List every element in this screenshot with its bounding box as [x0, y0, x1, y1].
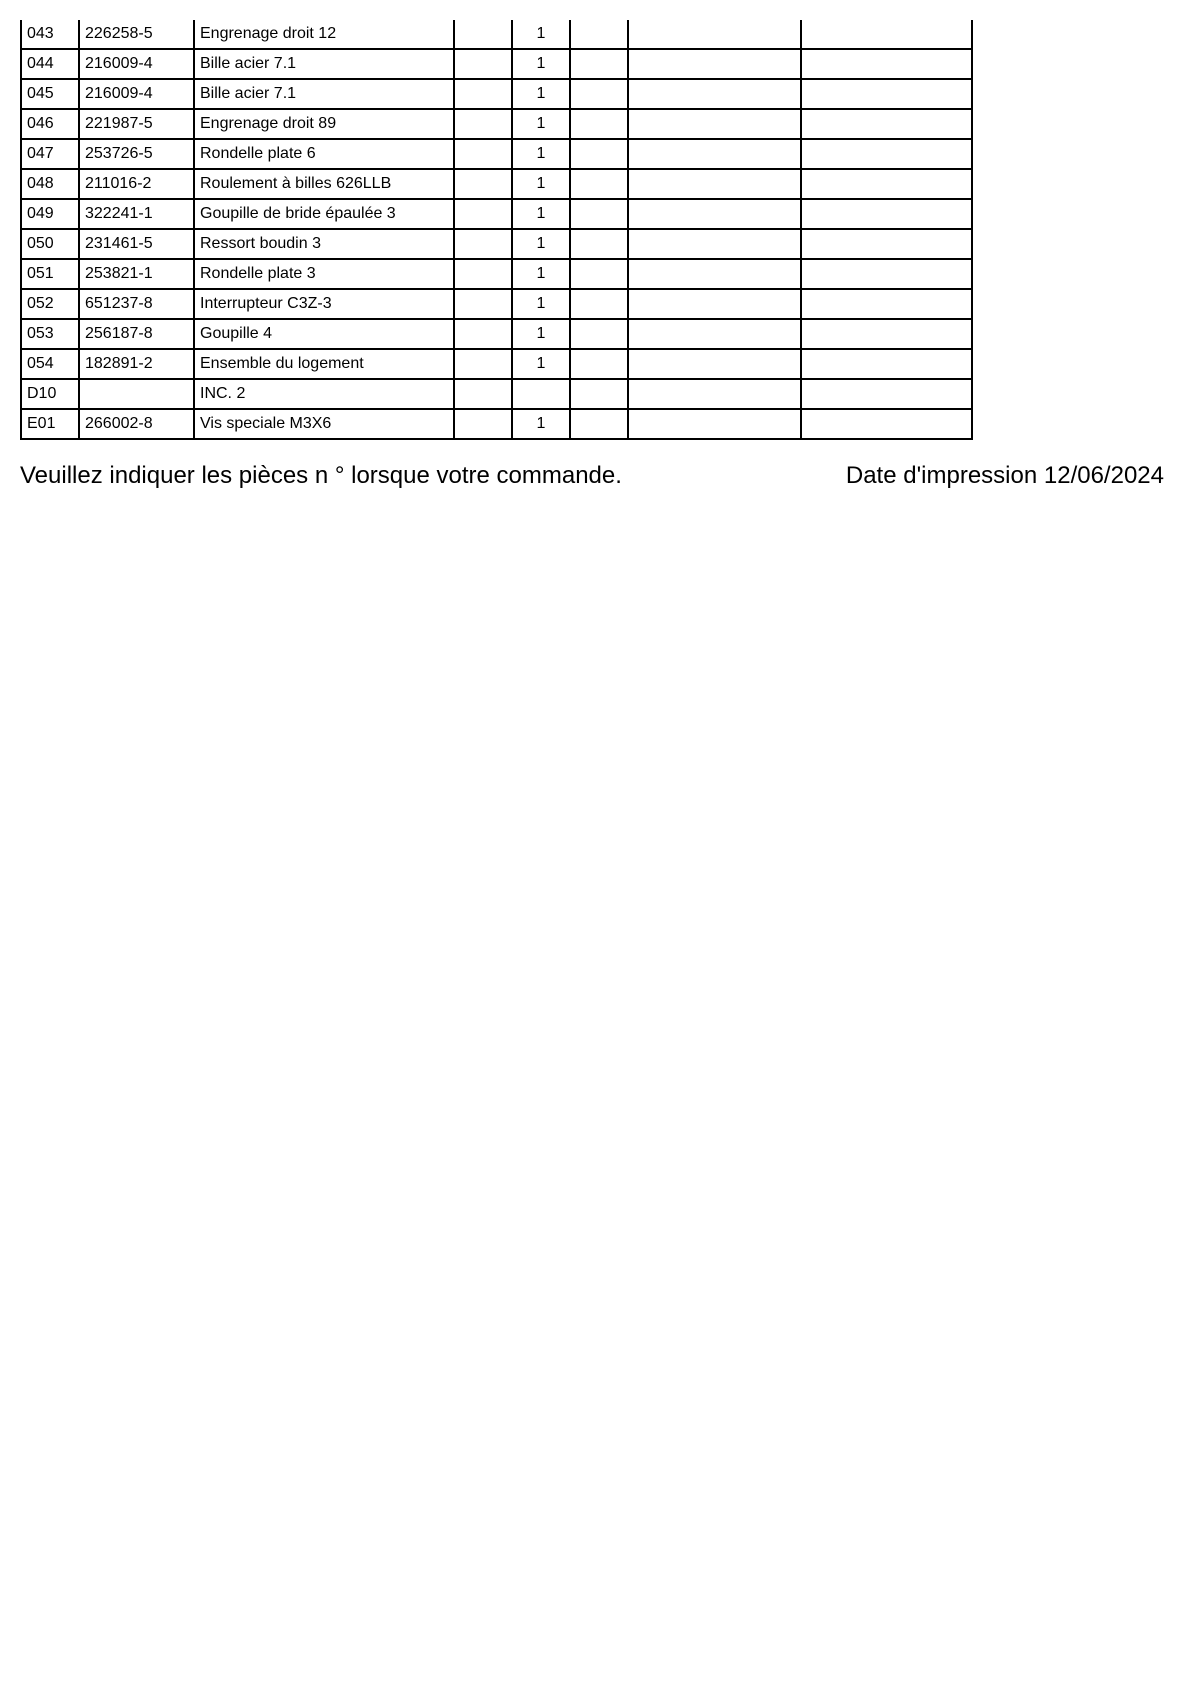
blank-cell — [570, 409, 628, 439]
blank-cell — [454, 349, 512, 379]
blank-cell — [801, 319, 972, 349]
quantity-cell — [512, 379, 570, 409]
part-number-cell: 216009-4 — [79, 79, 194, 109]
description-cell: INC. 2 — [194, 379, 454, 409]
description-cell: Ressort boudin 3 — [194, 229, 454, 259]
blank-cell — [570, 139, 628, 169]
parts-table — [20, 20, 973, 440]
blank-cell — [801, 259, 972, 289]
blank-cell — [801, 169, 972, 199]
item-number-cell: 045 — [21, 79, 79, 109]
table-row — [21, 289, 972, 319]
item-number-cell: 052 — [21, 289, 79, 319]
part-number-cell: 216009-4 — [79, 49, 194, 79]
item-number-cell: 043 — [21, 20, 79, 49]
blank-cell — [454, 79, 512, 109]
blank-cell — [801, 49, 972, 79]
blank-cell — [570, 259, 628, 289]
blank-cell — [454, 289, 512, 319]
blank-cell — [628, 199, 801, 229]
table-row — [21, 79, 972, 109]
blank-cell — [628, 79, 801, 109]
part-number-cell: 231461-5 — [79, 229, 194, 259]
blank-cell — [454, 49, 512, 79]
blank-cell — [454, 169, 512, 199]
blank-cell — [570, 79, 628, 109]
table-row — [21, 20, 972, 49]
item-number-cell: E01 — [21, 409, 79, 439]
part-number-cell: 182891-2 — [79, 349, 194, 379]
table-row — [21, 139, 972, 169]
blank-cell — [801, 379, 972, 409]
part-number-cell: 221987-5 — [79, 109, 194, 139]
blank-cell — [628, 169, 801, 199]
part-number-cell: 253821-1 — [79, 259, 194, 289]
blank-cell — [628, 139, 801, 169]
description-cell: Engrenage droit 12 — [194, 20, 454, 49]
table-row — [21, 229, 972, 259]
blank-cell — [628, 289, 801, 319]
part-number-cell: 256187-8 — [79, 319, 194, 349]
item-number-cell: 050 — [21, 229, 79, 259]
item-number-cell: D10 — [21, 379, 79, 409]
blank-cell — [628, 49, 801, 79]
blank-cell — [454, 409, 512, 439]
blank-cell — [454, 229, 512, 259]
quantity-cell: 1 — [512, 289, 570, 319]
blank-cell — [801, 349, 972, 379]
description-cell: Bille acier 7.1 — [194, 79, 454, 109]
blank-cell — [801, 409, 972, 439]
blank-cell — [454, 319, 512, 349]
blank-cell — [570, 199, 628, 229]
table-row — [21, 379, 972, 409]
item-number-cell: 051 — [21, 259, 79, 289]
quantity-cell: 1 — [512, 319, 570, 349]
blank-cell — [454, 259, 512, 289]
quantity-cell: 1 — [512, 259, 570, 289]
table-row — [21, 349, 972, 379]
blank-cell — [570, 169, 628, 199]
blank-cell — [801, 199, 972, 229]
blank-cell — [454, 109, 512, 139]
part-number-cell: 253726-5 — [79, 139, 194, 169]
blank-cell — [454, 20, 512, 49]
item-number-cell: 046 — [21, 109, 79, 139]
blank-cell — [454, 379, 512, 409]
item-number-cell: 047 — [21, 139, 79, 169]
description-cell: Ensemble du logement — [194, 349, 454, 379]
table-row — [21, 259, 972, 289]
quantity-cell: 1 — [512, 49, 570, 79]
item-number-cell: 044 — [21, 49, 79, 79]
blank-cell — [454, 199, 512, 229]
part-number-cell: 322241-1 — [79, 199, 194, 229]
quantity-cell: 1 — [512, 229, 570, 259]
quantity-cell: 1 — [512, 109, 570, 139]
blank-cell — [801, 79, 972, 109]
description-cell: Roulement à billes 626LLB — [194, 169, 454, 199]
part-number-cell — [79, 379, 194, 409]
parts-table-body — [21, 20, 972, 439]
part-number-cell: 266002-8 — [79, 409, 194, 439]
blank-cell — [801, 229, 972, 259]
quantity-cell: 1 — [512, 139, 570, 169]
quantity-cell: 1 — [512, 409, 570, 439]
print-date: Date d'impression 12/06/2024 — [845, 462, 1164, 489]
blank-cell — [570, 319, 628, 349]
item-number-cell: 048 — [21, 169, 79, 199]
description-cell: Engrenage droit 89 — [194, 109, 454, 139]
order-instruction-note: Veuillez indiquer les pièces n ° lorsque votre commande. — [20, 462, 622, 489]
blank-cell — [454, 139, 512, 169]
blank-cell — [628, 229, 801, 259]
table-row — [21, 49, 972, 79]
description-cell: Interrupteur C3Z-3 — [194, 289, 454, 319]
description-cell: Goupille de bride épaulée 3 — [194, 199, 454, 229]
blank-cell — [570, 289, 628, 319]
table-row — [21, 199, 972, 229]
blank-cell — [628, 109, 801, 139]
description-cell: Rondelle plate 6 — [194, 139, 454, 169]
blank-cell — [570, 349, 628, 379]
blank-cell — [801, 109, 972, 139]
description-cell: Goupille 4 — [194, 319, 454, 349]
table-row — [21, 409, 972, 439]
blank-cell — [628, 20, 801, 49]
description-cell: Vis speciale M3X6 — [194, 409, 454, 439]
blank-cell — [570, 49, 628, 79]
blank-cell — [628, 379, 801, 409]
description-cell: Bille acier 7.1 — [194, 49, 454, 79]
description-cell: Rondelle plate 3 — [194, 259, 454, 289]
part-number-cell: 211016-2 — [79, 169, 194, 199]
blank-cell — [628, 259, 801, 289]
item-number-cell: 053 — [21, 319, 79, 349]
quantity-cell: 1 — [512, 199, 570, 229]
quantity-cell: 1 — [512, 20, 570, 49]
quantity-cell: 1 — [512, 79, 570, 109]
blank-cell — [570, 20, 628, 49]
blank-cell — [628, 349, 801, 379]
table-row — [21, 319, 972, 349]
blank-cell — [801, 139, 972, 169]
blank-cell — [570, 379, 628, 409]
blank-cell — [628, 319, 801, 349]
quantity-cell: 1 — [512, 169, 570, 199]
blank-cell — [801, 289, 972, 319]
blank-cell — [570, 229, 628, 259]
table-row — [21, 169, 972, 199]
table-row — [21, 109, 972, 139]
item-number-cell: 054 — [21, 349, 79, 379]
quantity-cell: 1 — [512, 349, 570, 379]
item-number-cell: 049 — [21, 199, 79, 229]
part-number-cell: 226258-5 — [79, 20, 194, 49]
blank-cell — [628, 409, 801, 439]
part-number-cell: 651237-8 — [79, 289, 194, 319]
blank-cell — [801, 20, 972, 49]
blank-cell — [570, 109, 628, 139]
